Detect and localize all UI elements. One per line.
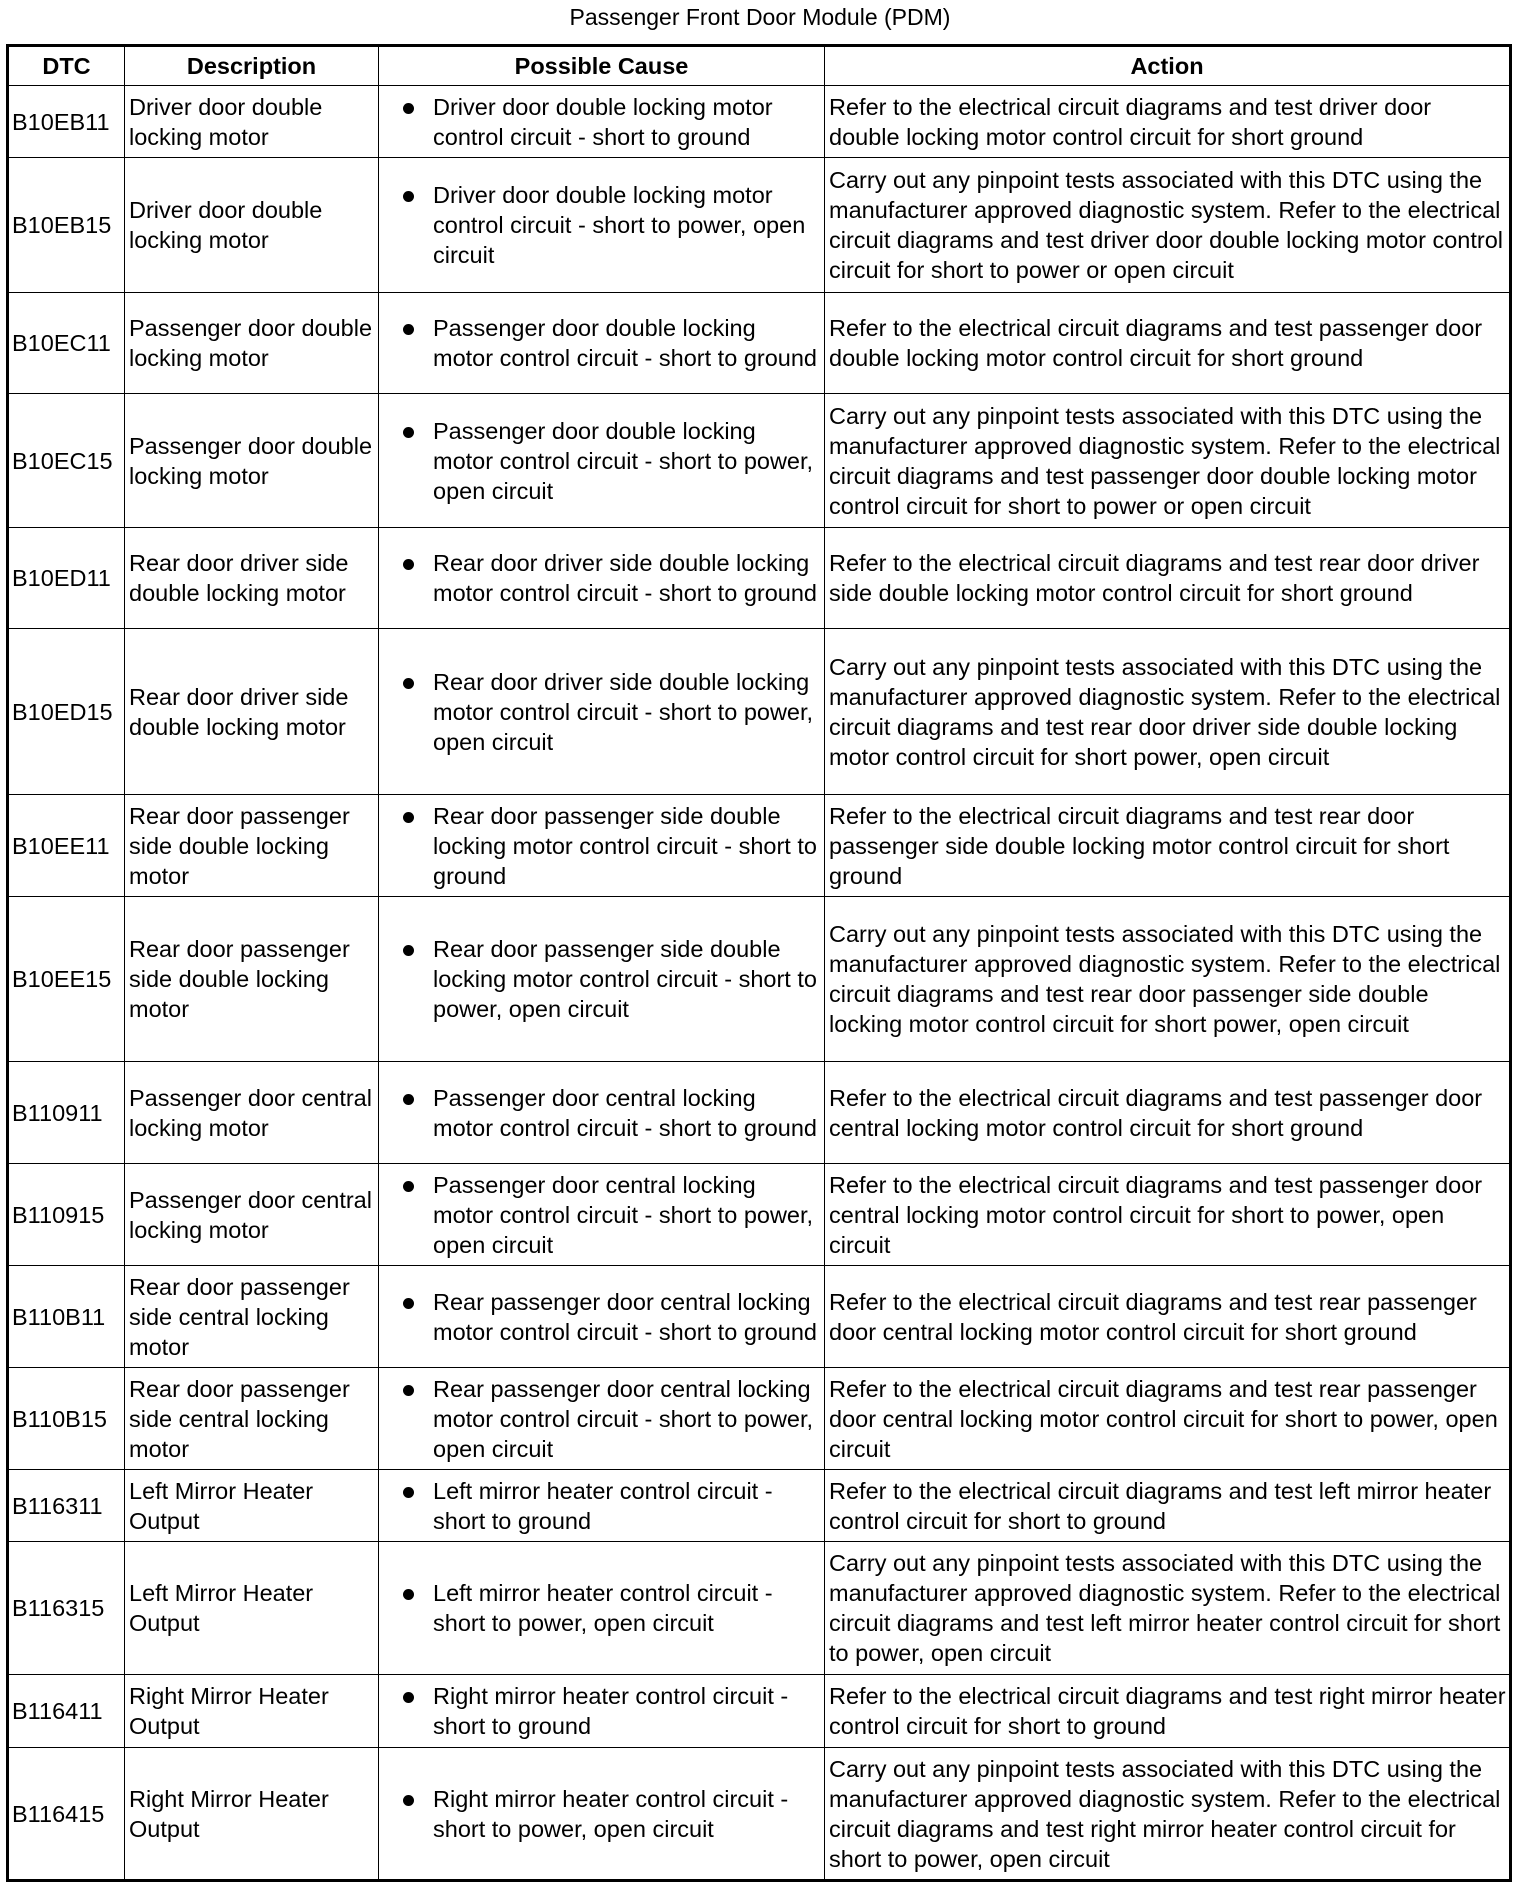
dtc-code: B116415 [8,1748,125,1881]
possible-cause-text: Rear door passenger side double locking motor control circuit - short to power, open circuit [433,936,817,1022]
page-title: Passenger Front Door Module (PDM) [569,4,951,30]
table-row [8,528,1511,629]
table-row [8,86,1511,158]
bullet-icon [403,427,414,438]
table-row [8,897,1511,1062]
dtc-code: B110B15 [8,1368,125,1470]
possible-cause [379,1675,825,1748]
possible-cause-text: Rear passenger door central locking motor control circuit - short to ground [433,1288,817,1345]
bullet-icon [403,1692,414,1703]
dtc-code: B116411 [8,1675,125,1748]
dtc-code: B10EE11 [8,795,125,897]
possible-cause-text: Rear door driver side double locking motor control circuit - short to ground [433,550,817,606]
dtc-description: Rear door driver side double locking motor [125,629,379,795]
table-row [8,1266,1511,1368]
bullet-icon [403,1181,414,1192]
bullet-icon [403,103,414,114]
table-row [8,1062,1511,1164]
possible-cause [379,1164,825,1266]
bullet-icon [403,1385,414,1396]
possible-cause [379,1266,825,1368]
dtc-description: Rear door passenger side central locking motor [125,1368,379,1470]
possible-cause-text: Passenger door central locking motor control circuit - short to ground [433,1084,817,1141]
possible-cause-text: Rear door driver side double locking motor control circuit - short to power, open circuit [433,668,814,755]
dtc-code: B110915 [8,1164,125,1266]
possible-cause-text: Driver door double locking motor control circuit - short to ground [433,93,773,150]
possible-cause [379,293,825,394]
table-row [8,629,1511,795]
dtc-description: Rear door driver side double locking motor [125,528,379,629]
dtc-description: Right Mirror Heater Output [125,1675,379,1748]
table-row [8,293,1511,394]
action-text: Refer to the electrical circuit diagrams and test rear door passenger side double locking motor control circuit for short ground [825,795,1511,897]
dtc-code: B10EB15 [8,158,125,293]
bullet-icon [403,1298,414,1309]
action-text: Refer to the electrical circuit diagrams and test rear passenger door central locking motor control circuit for short to power, open circuit [825,1368,1511,1470]
dtc-code: B110911 [8,1062,125,1164]
dtc-description: Passenger door double locking motor [125,293,379,394]
possible-cause [379,1748,825,1881]
table-row [8,394,1511,528]
column-header-action: Action [825,46,1511,86]
possible-cause-text: Rear door passenger side double locking motor control circuit - short to ground [433,802,817,889]
possible-cause [379,897,825,1062]
bullet-icon [403,191,414,202]
dtc-code: B10EE15 [8,897,125,1062]
dtc-description: Driver door double locking motor [125,158,379,293]
bullet-icon [403,1795,414,1806]
dtc-description: Passenger door central locking motor [125,1062,379,1164]
possible-cause [379,1368,825,1470]
dtc-code: B10EC11 [8,293,125,394]
possible-cause [379,528,825,629]
bullet-icon [403,1589,414,1600]
action-text: Refer to the electrical circuit diagrams and test rear passenger door central locking motor control circuit for short ground [825,1266,1511,1368]
bullet-icon [403,559,414,570]
dtc-description: Passenger door central locking motor [125,1164,379,1266]
possible-cause-text: Left mirror heater control circuit - short to power, open circuit [433,1580,773,1636]
dtc-code: B10ED15 [8,629,125,795]
possible-cause [379,1062,825,1164]
bullet-icon [403,1487,414,1498]
dtc-code: B10EB11 [8,86,125,158]
dtc-description: Rear door passenger side double locking motor [125,897,379,1062]
bullet-icon [403,1094,414,1105]
table-row [8,1470,1511,1542]
action-text: Refer to the electrical circuit diagrams and test passenger door central locking motor control circuit for short to power, open circuit [825,1164,1511,1266]
action-text: Carry out any pinpoint tests associated with this DTC using the manufacturer approved diagnostic system. Refer to the electrical circuit diagrams and test rear door passenger side double locking motor control circuit for short power, open circuit [825,897,1511,1062]
possible-cause-text: Left mirror heater control circuit - short to ground [433,1477,773,1534]
action-text: Refer to the electrical circuit diagrams and test passenger door central locking motor control circuit for short ground [825,1062,1511,1164]
bullet-icon [403,324,414,335]
table-row [8,1542,1511,1675]
table-row [8,1748,1511,1881]
dtc-code: B116315 [8,1542,125,1675]
possible-cause-text: Right mirror heater control circuit - short to ground [433,1683,789,1739]
possible-cause-text: Passenger door central locking motor control circuit - short to power, open circuit [433,1171,814,1258]
possible-cause-text: Rear passenger door central locking motor control circuit - short to power, open circuit [433,1375,814,1462]
possible-cause-text: Passenger door double locking motor control circuit - short to ground [433,315,817,371]
action-text: Carry out any pinpoint tests associated with this DTC using the manufacturer approved diagnostic system. Refer to the electrical circuit diagrams and test right mirror heater control circuit for short to power, open circuit [825,1748,1511,1881]
bullet-icon [403,812,414,823]
action-text: Carry out any pinpoint tests associated with this DTC using the manufacturer approved diagnostic system. Refer to the electrical circuit diagrams and test passenger door double locking motor control circuit for short to power or open circuit [825,394,1511,528]
table-row [8,1368,1511,1470]
table-row [8,1164,1511,1266]
possible-cause [379,394,825,528]
dtc-description: Rear door passenger side double locking motor [125,795,379,897]
bullet-icon [403,678,414,689]
possible-cause [379,1542,825,1675]
table-header-row [8,46,1511,86]
table-row [8,795,1511,897]
table-row [8,1675,1511,1748]
possible-cause [379,629,825,795]
dtc-description: Left Mirror Heater Output [125,1542,379,1675]
possible-cause-text: Right mirror heater control circuit - short to power, open circuit [433,1785,789,1842]
dtc-table [6,44,1512,1882]
dtc-description: Left Mirror Heater Output [125,1470,379,1542]
possible-cause [379,795,825,897]
possible-cause-text: Driver door double locking motor control circuit - short to power, open circuit [433,182,806,268]
column-header-possible-cause: Possible Cause [379,46,825,86]
dtc-code: B110B11 [8,1266,125,1368]
dtc-description: Rear door passenger side central locking motor [125,1266,379,1368]
possible-cause [379,86,825,158]
action-text: Refer to the electrical circuit diagrams and test right mirror heater control circuit for short to ground [825,1675,1511,1748]
column-header-description: Description [125,46,379,86]
dtc-description: Right Mirror Heater Output [125,1748,379,1881]
table-body [8,86,1511,1881]
action-text: Carry out any pinpoint tests associated with this DTC using the manufacturer approved diagnostic system. Refer to the electrical circuit diagrams and test left mirror heater control circuit for short to power, open circuit [825,1542,1511,1675]
action-text: Refer to the electrical circuit diagrams and test driver door double locking motor control circuit for short ground [825,86,1511,158]
dtc-description: Passenger door double locking motor [125,394,379,528]
possible-cause-text: Passenger door double locking motor control circuit - short to power, open circuit [433,417,814,504]
action-text: Refer to the electrical circuit diagrams and test rear door driver side double locking motor control circuit for short ground [825,528,1511,629]
action-text: Carry out any pinpoint tests associated with this DTC using the manufacturer approved diagnostic system. Refer to the electrical circuit diagrams and test rear door driver side double locking motor control circuit for short power, open circuit [825,629,1511,795]
column-header-dtc: DTC [8,46,125,86]
possible-cause [379,1470,825,1542]
dtc-code: B10EC15 [8,394,125,528]
bullet-icon [403,945,414,956]
dtc-code: B10ED11 [8,528,125,629]
action-text: Refer to the electrical circuit diagrams and test left mirror heater control circuit for short to ground [825,1470,1511,1542]
action-text: Refer to the electrical circuit diagrams and test passenger door double locking motor control circuit for short ground [825,293,1511,394]
action-text: Carry out any pinpoint tests associated with this DTC using the manufacturer approved diagnostic system. Refer to the electrical circuit diagrams and test driver door double locking motor control circuit for short to power or open circuit [825,158,1511,293]
table-row [8,158,1511,293]
possible-cause [379,158,825,293]
dtc-code: B116311 [8,1470,125,1542]
dtc-description: Driver door double locking motor [125,86,379,158]
